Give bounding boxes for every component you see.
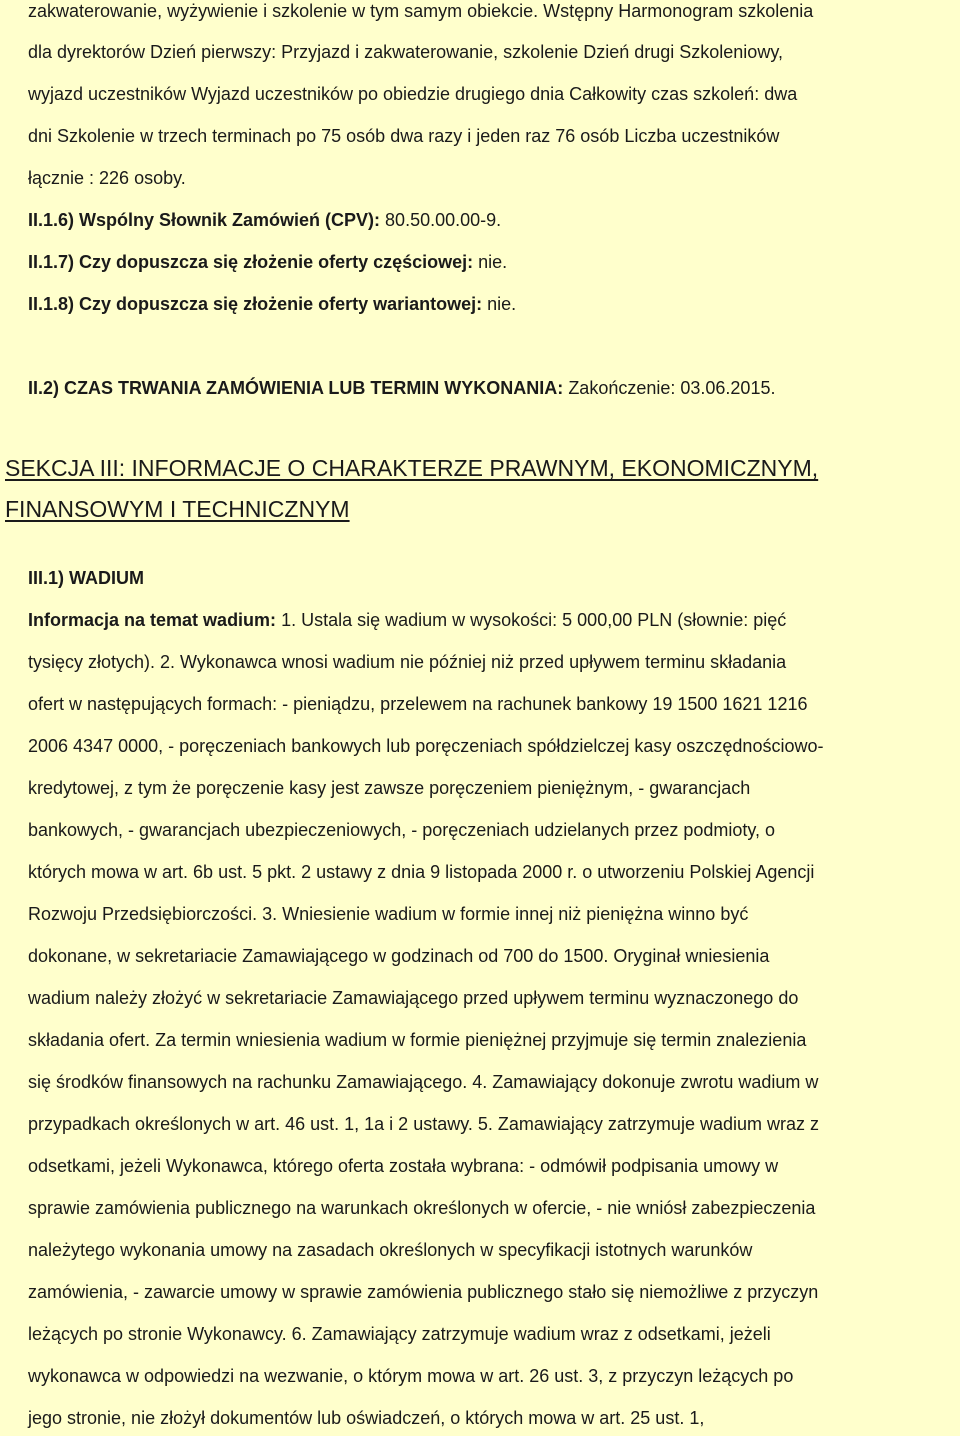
wadium-line: przypadkach określonych w art. 46 ust. 1, 1a i 2 ustawy. 5. Zamawiający zatrzymuje wadium wraz z: [28, 1114, 819, 1134]
partial-offer-value: nie.: [473, 252, 508, 272]
intro-line: dni Szkolenie w trzech terminach po 75 osób dwa razy i jeden raz 76 osób Liczba uczestników: [28, 126, 780, 146]
cpv-row: [28, 209, 501, 231]
duration-value: Zakończenie: 03.06.2015.: [563, 378, 776, 398]
wadium-line: kredytowej, z tym że poręczenie kasy jest zawsze poręczeniem pieniężnym, - gwarancjach: [28, 778, 751, 798]
variant-offer-label: II.1.8) Czy dopuszcza się złożenie oferty wariantowej:: [28, 294, 483, 314]
wadium-line: wadium należy złożyć w sekretariacie Zamawiającego przed upływem terminu wyznaczonego do: [28, 988, 799, 1008]
duration-label: II.2) CZAS TRWANIA ZAMÓWIENIA LUB TERMIN WYKONANIA:: [28, 378, 564, 398]
wadium-title: III.1) WADIUM: [28, 568, 144, 588]
section-iii-heading: SEKCJA III: INFORMACJE O CHARAKTERZE PRAWNYM, EKONOMICZNYM,: [5, 455, 819, 481]
cpv-label: II.1.6) Wspólny Słownik Zamówień (CPV):: [28, 210, 381, 230]
duration-row: [28, 377, 775, 399]
intro-line: wyjazd uczestników Wyjazd uczestników po obiedzie drugiego dnia Całkowity czas szkoleń: dwa: [28, 84, 798, 104]
wadium-info-text: 1. Ustala się wadium w wysokości: 5 000,00 PLN (słownie: pięć: [276, 610, 787, 630]
wadium-line: składania ofert. Za termin wniesienia wadium w formie pieniężnej przyjmuje się termin znalezienia: [28, 1030, 807, 1050]
wadium-line: ofert w następujących formach: - pieniądzu, przelewem na rachunek bankowy 19 1500 1621 1216: [28, 694, 808, 714]
wadium-info-label: Informacja na temat wadium:: [28, 610, 277, 630]
intro-line: łącznie : 226 osoby.: [28, 168, 186, 188]
wadium-line: których mowa w art. 6b ust. 5 pkt. 2 ustawy z dnia 9 listopada 2000 r. o utworzeniu Polskiej Agencji: [28, 862, 815, 882]
partial-offer-row: [28, 251, 507, 273]
wadium-line: wykonawca w odpowiedzi na wezwanie, o którym mowa w art. 26 ust. 3, z przyczyn leżących po: [28, 1366, 794, 1386]
section-iii-heading-cont: FINANSOWYM I TECHNICZNYM: [5, 496, 350, 522]
wadium-info-row: [28, 609, 786, 631]
cpv-value: 80.50.00.00-9.: [380, 210, 502, 230]
intro-line: zakwaterowanie, wyżywienie i szkolenie w tym samym obiekcie. Wstępny Harmonogram szkolenia: [28, 1, 814, 21]
wadium-line: leżących po stronie Wykonawcy. 6. Zamawiający zatrzymuje wadium wraz z odsetkami, jeżeli: [28, 1324, 771, 1344]
wadium-line: zamówienia, - zawarcie umowy w sprawie zamówienia publicznego stało się niemożliwe z przyczyn: [28, 1282, 819, 1302]
wadium-line: Rozwoju Przedsiębiorczości. 3. Wniesienie wadium w formie innej niż pieniężna winno być: [28, 904, 749, 924]
variant-offer-row: [28, 293, 516, 315]
intro-line: dla dyrektorów Dzień pierwszy: Przyjazd i zakwaterowanie, szkolenie Dzień drugi Szkoleniowy,: [28, 42, 783, 62]
wadium-line: tysięcy złotych). 2. Wykonawca wnosi wadium nie później niż przed upływem terminu składania: [28, 652, 787, 672]
wadium-line: bankowych, - gwarancjach ubezpieczeniowych, - poręczeniach udzielanych przez podmioty, o: [28, 820, 776, 840]
wadium-line: jego stronie, nie złożył dokumentów lub oświadczeń, o których mowa w art. 25 ust. 1,: [28, 1408, 705, 1428]
wadium-line: 2006 4347 0000, - poręczeniach bankowych lub poręczeniach spółdzielczej kasy oszczędnościowo-: [28, 736, 824, 756]
wadium-line: odsetkami, jeżeli Wykonawca, którego oferta została wybrana: - odmówił podpisania umowy w: [28, 1156, 779, 1176]
partial-offer-label: II.1.7) Czy dopuszcza się złożenie oferty częściowej:: [28, 252, 474, 272]
wadium-line: się środków finansowych na rachunku Zamawiającego. 4. Zamawiający dokonuje zwrotu wadium w: [28, 1072, 819, 1092]
wadium-line: należytego wykonania umowy na zasadach określonych w specyfikacji istotnych warunków: [28, 1240, 753, 1260]
wadium-line: sprawie zamówienia publicznego na warunkach określonych w ofercie, - nie wniósł zabezpieczenia: [28, 1198, 816, 1218]
variant-offer-value: nie.: [482, 294, 517, 314]
wadium-line: dokonane, w sekretariacie Zamawiającego w godzinach od 700 do 1500. Oryginał wniesienia: [28, 946, 770, 966]
